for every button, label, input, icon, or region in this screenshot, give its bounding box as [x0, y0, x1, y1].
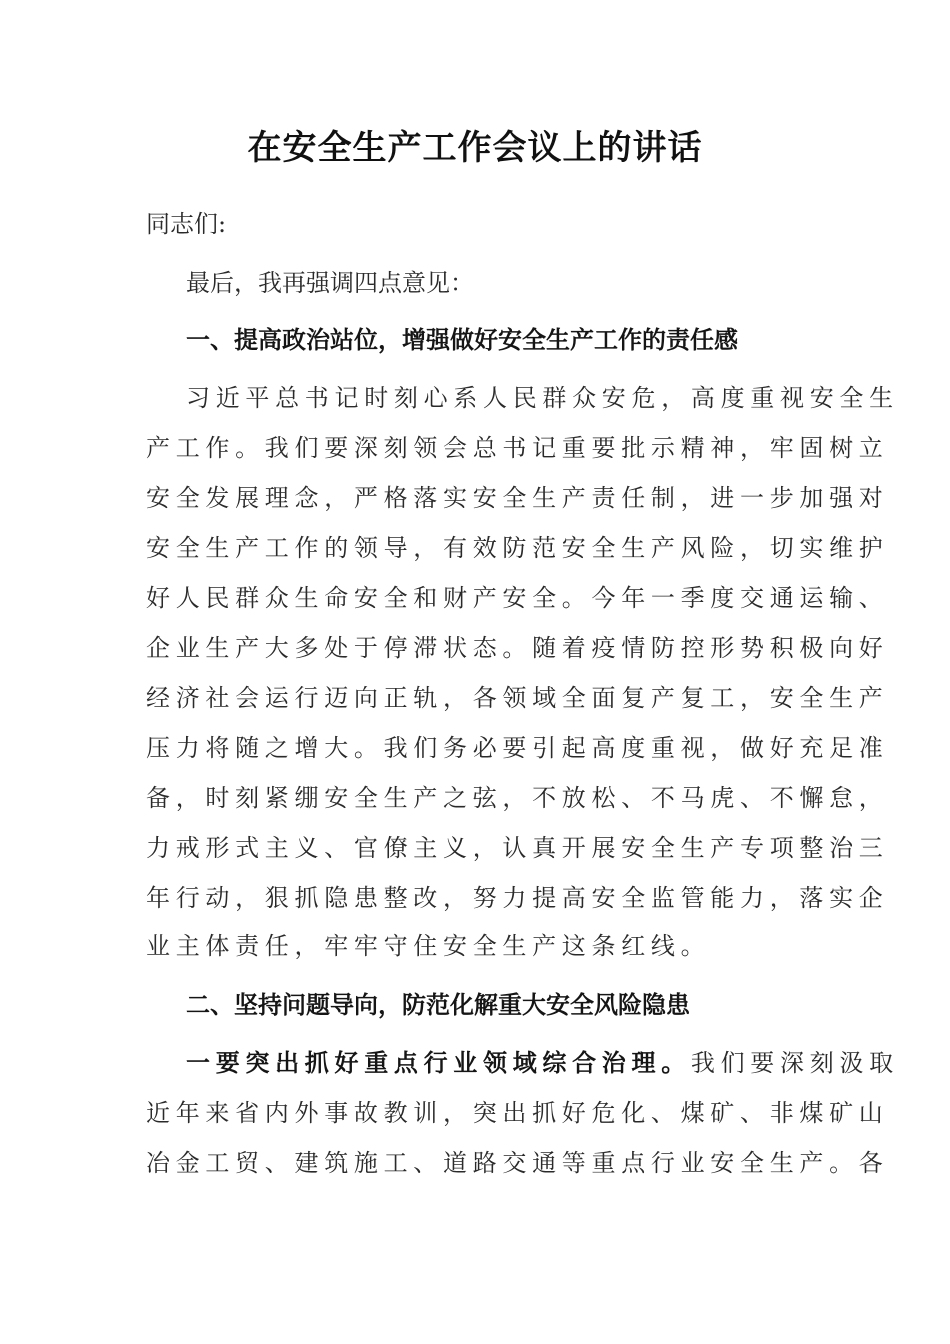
section-2-lead-bold: 一要突出抓好重点行业领域综合治理。 — [186, 1049, 691, 1077]
section-1-heading: 一、提高政治站位，增强做好安全生产工作的责任感 — [186, 326, 738, 354]
salutation: 同志们: — [146, 210, 227, 238]
section-1-line: 企业生产大多处于停滞状态。随着疫情防控形势积极向好 — [146, 634, 889, 662]
intro-paragraph: 最后，我再强调四点意见： — [186, 269, 474, 297]
section-2-lead-line — [186, 1045, 899, 1081]
section-1-line: 经济社会运行迈向正轨，各领域全面复产复工，安全生产 — [146, 684, 889, 712]
section-1-line: 压力将随之增大。我们务必要引起高度重视，做好充足准 — [146, 734, 889, 762]
section-1-line: 年行动，狠抓隐患整改，努力提高安全监管能力，落实企 — [146, 884, 889, 912]
section-1-line: 好人民群众生命安全和财产安全。今年一季度交通运输、 — [146, 584, 889, 612]
section-1-line: 力戒形式主义、官僚主义，认真开展安全生产专项整治三 — [146, 834, 889, 862]
section-1-line: 业主体责任，牢牢守住安全生产这条红线。 — [146, 932, 711, 960]
section-1-line: 安全发展理念，严格落实安全生产责任制，进一步加强对 — [146, 484, 889, 512]
section-1-line: 备，时刻紧绷安全生产之弦，不放松、不马虎、不懈怠， — [146, 784, 889, 812]
section-2-line: 冶金工贸、建筑施工、道路交通等重点行业安全生产。各 — [146, 1149, 889, 1177]
section-2-lead-rest: 我们要深刻汲取 — [690, 1049, 899, 1077]
section-1-line: 习近平总书记时刻心系人民群众安危，高度重视安全生 — [186, 384, 899, 412]
document-title: 在安全生产工作会议上的讲话 — [247, 128, 703, 168]
section-2-line: 近年来省内外事故教训，突出抓好危化、煤矿、非煤矿山 — [146, 1099, 889, 1127]
section-1-line: 产工作。我们要深刻领会总书记重要批示精神，牢固树立 — [146, 434, 889, 462]
section-1-line: 安全生产工作的领导，有效防范安全生产风险，切实维护 — [146, 534, 889, 562]
section-2-heading: 二、坚持问题导向，防范化解重大安全风险隐患 — [186, 991, 690, 1019]
